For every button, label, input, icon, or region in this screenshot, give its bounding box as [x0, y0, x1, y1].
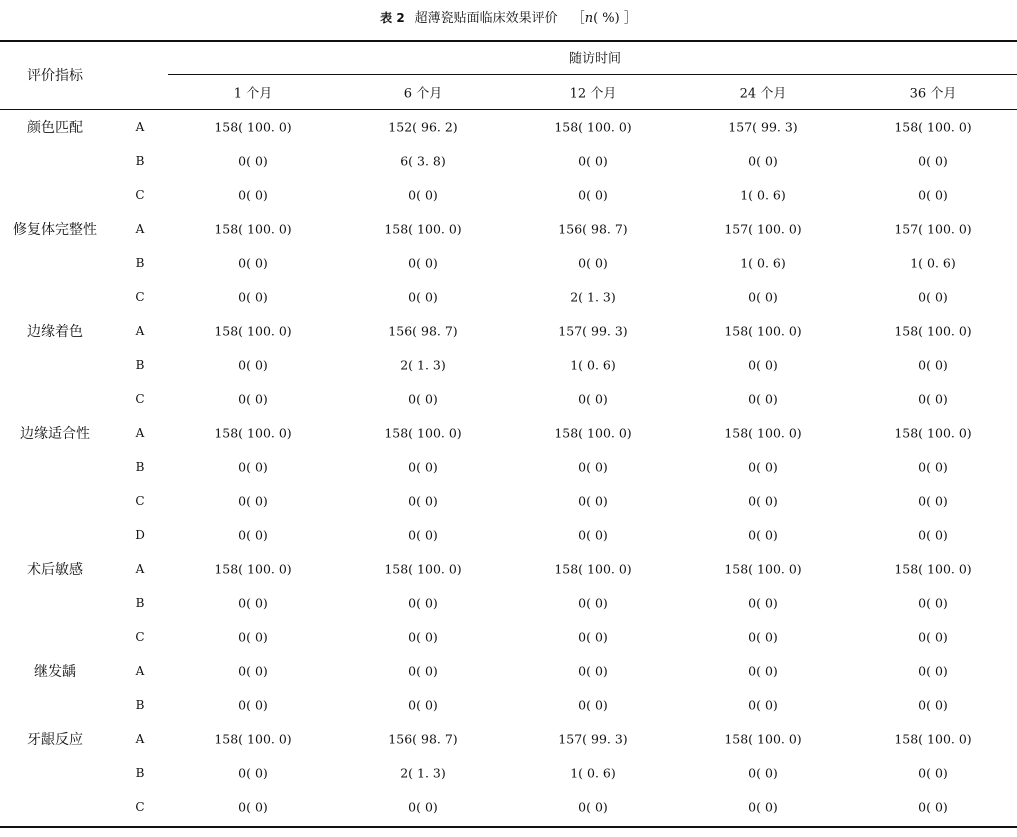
table-row	[0, 654, 1017, 688]
cell-month-2: 0( 0)	[408, 391, 438, 407]
cell-month-3: 1( 0. 6)	[570, 357, 616, 373]
bottom-rule	[0, 826, 1017, 828]
header-col-1: 1 个月	[233, 86, 273, 102]
cell-month-2: 158( 100. 0)	[384, 425, 462, 441]
cell-month-4: 0( 0)	[748, 493, 778, 509]
cell-month-5: 0( 0)	[918, 459, 948, 475]
cell-month-2: 0( 0)	[408, 255, 438, 271]
unit-rest: ( %) ］	[593, 11, 637, 26]
table-row	[0, 688, 1017, 722]
cell-month-1: 0( 0)	[238, 255, 268, 271]
row-grade: B	[135, 596, 145, 610]
table-row	[0, 450, 1017, 484]
cell-month-4: 0( 0)	[748, 527, 778, 543]
cell-month-4: 158( 100. 0)	[724, 323, 802, 339]
cell-month-2: 0( 0)	[408, 799, 438, 815]
cell-month-1: 0( 0)	[238, 493, 268, 509]
table-row	[0, 790, 1017, 824]
cell-month-4: 0( 0)	[748, 459, 778, 475]
cell-month-3: 0( 0)	[578, 255, 608, 271]
row-grade: A	[135, 732, 145, 746]
table-row	[0, 722, 1017, 756]
cell-month-4: 1( 0. 6)	[740, 255, 786, 271]
table-caption	[0, 8, 1017, 29]
cell-month-5: 0( 0)	[918, 629, 948, 645]
row-indicator: 继发龋	[34, 664, 76, 680]
cell-month-2: 0( 0)	[408, 663, 438, 679]
row-indicator: 颜色匹配	[27, 120, 83, 136]
cell-month-3: 0( 0)	[578, 527, 608, 543]
row-grade: A	[135, 562, 145, 576]
row-grade: B	[135, 154, 145, 168]
cell-month-2: 158( 100. 0)	[384, 561, 462, 577]
cell-month-5: 0( 0)	[918, 527, 948, 543]
cell-month-1: 0( 0)	[238, 595, 268, 611]
cell-month-5: 0( 0)	[918, 391, 948, 407]
unit-open: ［	[571, 11, 585, 26]
cell-month-3: 0( 0)	[578, 391, 608, 407]
cell-month-3: 2( 1. 3)	[570, 289, 616, 305]
cell-month-3: 157( 99. 3)	[558, 323, 628, 339]
cell-month-1: 0( 0)	[238, 357, 268, 373]
table-row	[0, 416, 1017, 450]
cell-month-4: 0( 0)	[748, 799, 778, 815]
row-grade: D	[135, 528, 145, 542]
table-unit	[572, 11, 637, 26]
cell-month-2: 0( 0)	[408, 459, 438, 475]
cell-month-5: 0( 0)	[918, 289, 948, 305]
cell-month-2: 2( 1. 3)	[400, 357, 446, 373]
cell-month-1: 158( 100. 0)	[214, 119, 292, 135]
cell-month-4: 157( 100. 0)	[724, 221, 802, 237]
header-col-3: 12 个月	[569, 86, 617, 102]
row-indicator: 牙龈反应	[27, 732, 83, 748]
cell-month-4: 158( 100. 0)	[724, 731, 802, 747]
followup-rule	[168, 74, 1017, 75]
cell-month-3: 156( 98. 7)	[558, 221, 628, 237]
table-row	[0, 110, 1017, 144]
cell-month-2: 156( 98. 7)	[388, 731, 458, 747]
cell-month-2: 0( 0)	[408, 493, 438, 509]
row-grade: C	[135, 630, 145, 644]
table-row	[0, 314, 1017, 348]
cell-month-1: 0( 0)	[238, 153, 268, 169]
cell-month-3: 0( 0)	[578, 493, 608, 509]
row-grade: A	[135, 664, 145, 678]
cell-month-4: 0( 0)	[748, 697, 778, 713]
cell-month-5: 158( 100. 0)	[894, 731, 972, 747]
cell-month-4: 158( 100. 0)	[724, 425, 802, 441]
cell-month-4: 0( 0)	[748, 595, 778, 611]
cell-month-5: 0( 0)	[918, 595, 948, 611]
cell-month-1: 0( 0)	[238, 527, 268, 543]
row-indicator: 术后敏感	[27, 562, 83, 578]
table-row	[0, 518, 1017, 552]
cell-month-5: 0( 0)	[918, 697, 948, 713]
cell-month-4: 0( 0)	[748, 629, 778, 645]
cell-month-1: 158( 100. 0)	[214, 221, 292, 237]
header-col-5: 36 个月	[909, 86, 957, 102]
table-row	[0, 280, 1017, 314]
cell-month-4: 0( 0)	[748, 289, 778, 305]
top-rule	[0, 40, 1017, 42]
cell-month-3: 0( 0)	[578, 799, 608, 815]
row-grade: C	[135, 392, 145, 406]
table-row	[0, 246, 1017, 280]
cell-month-2: 158( 100. 0)	[384, 221, 462, 237]
cell-month-1: 0( 0)	[238, 765, 268, 781]
cell-month-5: 158( 100. 0)	[894, 323, 972, 339]
cell-month-1: 0( 0)	[238, 289, 268, 305]
table-row	[0, 178, 1017, 212]
row-indicator: 修复体完整性	[13, 222, 97, 238]
cell-month-4: 157( 99. 3)	[728, 119, 798, 135]
table-row	[0, 382, 1017, 416]
table-label: 表 2	[380, 11, 405, 25]
cell-month-4: 0( 0)	[748, 663, 778, 679]
cell-month-5: 0( 0)	[918, 799, 948, 815]
cell-month-4: 0( 0)	[748, 765, 778, 781]
cell-month-3: 157( 99. 3)	[558, 731, 628, 747]
row-grade: A	[135, 426, 145, 440]
row-grade: C	[135, 494, 145, 508]
header-followup: 随访时间	[568, 51, 622, 67]
cell-month-5: 158( 100. 0)	[894, 425, 972, 441]
row-grade: B	[135, 766, 145, 780]
cell-month-1: 0( 0)	[238, 459, 268, 475]
table-row	[0, 144, 1017, 178]
cell-month-5: 158( 100. 0)	[894, 119, 972, 135]
cell-month-1: 0( 0)	[238, 187, 268, 203]
cell-month-5: 0( 0)	[918, 493, 948, 509]
row-grade: B	[135, 256, 145, 270]
cell-month-3: 158( 100. 0)	[554, 425, 632, 441]
row-grade: C	[135, 290, 145, 304]
cell-month-5: 0( 0)	[918, 765, 948, 781]
cell-month-5: 157( 100. 0)	[894, 221, 972, 237]
cell-month-5: 0( 0)	[918, 153, 948, 169]
header-col-4: 24 个月	[739, 86, 787, 102]
cell-month-2: 0( 0)	[408, 697, 438, 713]
cell-month-4: 0( 0)	[748, 391, 778, 407]
cell-month-4: 158( 100. 0)	[724, 561, 802, 577]
header-indicator: 评价指标	[27, 68, 83, 84]
table-row	[0, 348, 1017, 382]
table-title: 超薄瓷贴面临床效果评价	[414, 11, 558, 26]
cell-month-4: 0( 0)	[748, 153, 778, 169]
cell-month-1: 158( 100. 0)	[214, 425, 292, 441]
row-indicator: 边缘着色	[27, 324, 83, 340]
row-grade: A	[135, 120, 145, 134]
cell-month-4: 0( 0)	[748, 357, 778, 373]
cell-month-3: 0( 0)	[578, 595, 608, 611]
cell-month-2: 0( 0)	[408, 595, 438, 611]
cell-month-3: 0( 0)	[578, 629, 608, 645]
cell-month-3: 0( 0)	[578, 187, 608, 203]
cell-month-1: 0( 0)	[238, 629, 268, 645]
row-indicator: 边缘适合性	[20, 426, 90, 442]
cell-month-5: 0( 0)	[918, 357, 948, 373]
cell-month-2: 6( 3. 8)	[400, 153, 446, 169]
cell-month-1: 0( 0)	[238, 799, 268, 815]
row-grade: B	[135, 358, 145, 372]
cell-month-3: 0( 0)	[578, 153, 608, 169]
cell-month-2: 0( 0)	[408, 527, 438, 543]
table-row	[0, 484, 1017, 518]
row-grade: A	[135, 324, 145, 338]
header-col-2: 6 个月	[403, 86, 443, 102]
cell-month-3: 0( 0)	[578, 459, 608, 475]
row-grade: C	[135, 188, 145, 202]
unit-n: n	[584, 11, 594, 26]
cell-month-5: 1( 0. 6)	[910, 255, 956, 271]
cell-month-2: 2( 1. 3)	[400, 765, 446, 781]
cell-month-2: 0( 0)	[408, 187, 438, 203]
row-grade: B	[135, 460, 145, 474]
cell-month-1: 158( 100. 0)	[214, 561, 292, 577]
cell-month-5: 0( 0)	[918, 187, 948, 203]
cell-month-2: 0( 0)	[408, 629, 438, 645]
cell-month-5: 0( 0)	[918, 663, 948, 679]
cell-month-1: 158( 100. 0)	[214, 731, 292, 747]
row-grade: B	[135, 698, 145, 712]
cell-month-1: 0( 0)	[238, 663, 268, 679]
cell-month-3: 0( 0)	[578, 663, 608, 679]
table-row	[0, 552, 1017, 586]
cell-month-1: 0( 0)	[238, 391, 268, 407]
cell-month-1: 158( 100. 0)	[214, 323, 292, 339]
row-grade: A	[135, 222, 145, 236]
cell-month-1: 0( 0)	[238, 697, 268, 713]
table-row	[0, 756, 1017, 790]
cell-month-4: 1( 0. 6)	[740, 187, 786, 203]
cell-month-2: 152( 96. 2)	[388, 119, 458, 135]
cell-month-2: 156( 98. 7)	[388, 323, 458, 339]
cell-month-3: 1( 0. 6)	[570, 765, 616, 781]
cell-month-3: 158( 100. 0)	[554, 561, 632, 577]
table-row	[0, 586, 1017, 620]
cell-month-3: 0( 0)	[578, 697, 608, 713]
cell-month-5: 158( 100. 0)	[894, 561, 972, 577]
row-grade: C	[135, 800, 145, 814]
table-row	[0, 212, 1017, 246]
cell-month-2: 0( 0)	[408, 289, 438, 305]
cell-month-3: 158( 100. 0)	[554, 119, 632, 135]
table-row	[0, 620, 1017, 654]
